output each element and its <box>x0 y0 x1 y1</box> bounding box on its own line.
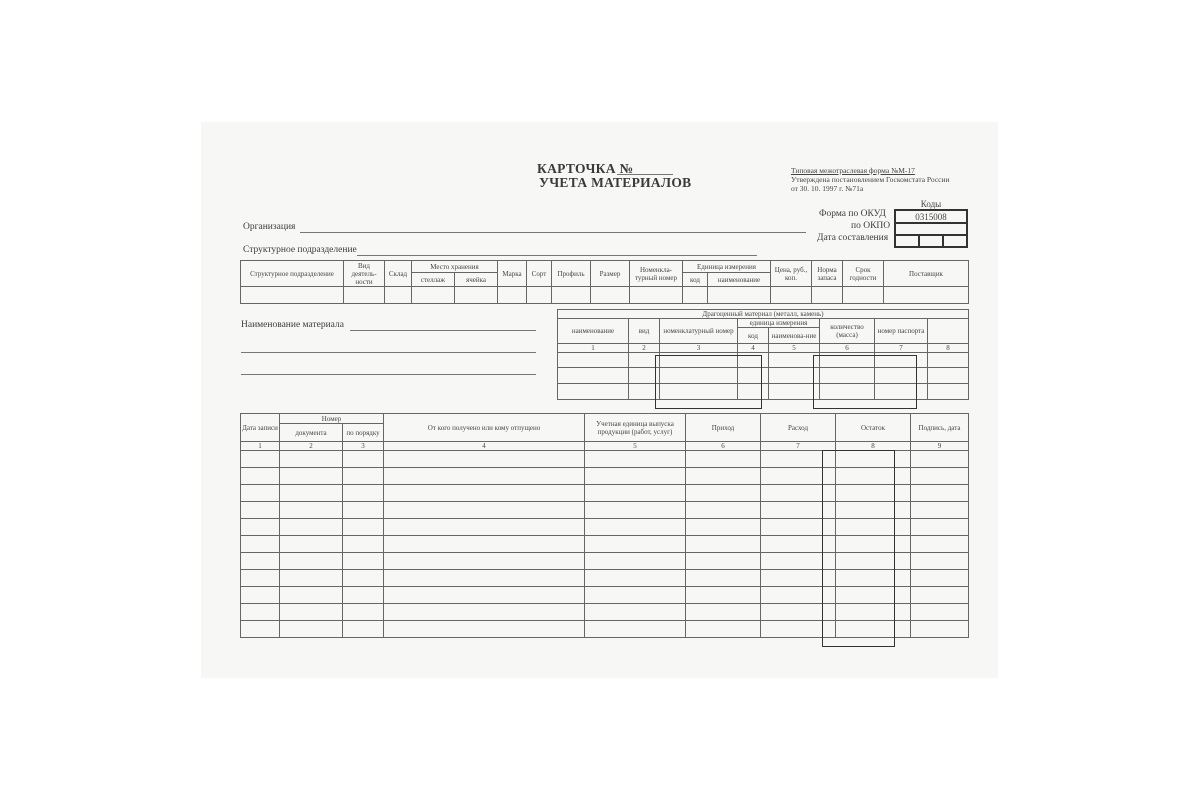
t3-num: 6 <box>686 442 761 451</box>
table-cell[interactable] <box>585 519 686 536</box>
table-cell[interactable] <box>343 468 384 485</box>
table-cell[interactable] <box>558 368 629 384</box>
table-cell[interactable] <box>585 570 686 587</box>
table-cell[interactable] <box>686 519 761 536</box>
t3-uchetnaya: Учетная единица выпуска продукции (работ, услуг) <box>585 414 686 442</box>
table-cell[interactable] <box>585 485 686 502</box>
material-name-line-3[interactable] <box>241 374 536 375</box>
table-cell[interactable] <box>585 468 686 485</box>
table-cell[interactable] <box>820 368 875 384</box>
table-cell[interactable] <box>384 621 585 638</box>
table-cell[interactable] <box>630 287 683 304</box>
table-cell[interactable] <box>412 287 455 304</box>
table-cell[interactable] <box>660 353 738 368</box>
table-cell[interactable] <box>384 468 585 485</box>
table-cell[interactable] <box>591 287 630 304</box>
t2-pasport: номер паспорта <box>875 319 928 344</box>
table-cell[interactable] <box>836 502 911 519</box>
organization-line[interactable] <box>300 232 806 233</box>
table-cell[interactable] <box>738 384 769 400</box>
table-cell[interactable] <box>686 621 761 638</box>
t2-num: 5 <box>769 344 820 353</box>
t1-norma: Норма запаса <box>812 261 843 287</box>
table-row <box>241 621 969 638</box>
table-cell[interactable] <box>761 502 836 519</box>
table-cell[interactable] <box>498 287 527 304</box>
t1-sort: Сорт <box>527 261 552 287</box>
table-cell[interactable] <box>660 384 738 400</box>
table-cell[interactable] <box>552 287 591 304</box>
table-cell[interactable] <box>761 553 836 570</box>
card-subtitle: УЧЕТА МАТЕРИАЛОВ <box>539 175 692 190</box>
table-cell[interactable] <box>280 451 343 468</box>
table-cell[interactable] <box>771 287 812 304</box>
t3-ostatok: Остаток <box>836 414 911 442</box>
table-cell[interactable] <box>769 353 820 368</box>
table-cell[interactable] <box>280 502 343 519</box>
t1-vid: Вид деятель-ности <box>344 261 385 287</box>
table-row <box>241 553 969 570</box>
table-cell[interactable] <box>343 451 384 468</box>
table-row <box>241 502 969 519</box>
table-cell[interactable] <box>836 553 911 570</box>
table-cell[interactable] <box>836 519 911 536</box>
table-cell[interactable] <box>928 368 969 384</box>
t2-num: 1 <box>558 344 629 353</box>
table-cell[interactable] <box>686 451 761 468</box>
table-cell[interactable] <box>708 287 771 304</box>
t3-num: 1 <box>241 442 280 451</box>
table-row <box>558 384 969 400</box>
okud-value: 0315008 <box>895 210 967 223</box>
table-cell[interactable] <box>241 485 280 502</box>
t3-data: Дата записи <box>241 414 280 442</box>
table-cell[interactable] <box>384 553 585 570</box>
date-cell-2 <box>919 235 943 247</box>
table-cell[interactable] <box>385 287 412 304</box>
t3-rashod: Расход <box>761 414 836 442</box>
table-cell[interactable] <box>384 519 585 536</box>
table-cell[interactable] <box>241 519 280 536</box>
table-cell[interactable] <box>761 621 836 638</box>
table-cell[interactable] <box>683 287 708 304</box>
table-cell[interactable] <box>761 468 836 485</box>
table-cell[interactable] <box>911 502 969 519</box>
table-cell[interactable] <box>761 485 836 502</box>
table-cell[interactable] <box>344 287 385 304</box>
table-row <box>241 468 969 485</box>
table-row <box>241 536 969 553</box>
table-cell[interactable] <box>875 353 928 368</box>
table-cell[interactable] <box>911 468 969 485</box>
table-cell[interactable] <box>241 621 280 638</box>
t1-profil: Профиль <box>552 261 591 287</box>
t2-vid: вид <box>629 319 660 344</box>
okud-label: Форма по ОКУД <box>819 209 886 219</box>
table-cell[interactable] <box>738 368 769 384</box>
codes-table <box>894 199 968 248</box>
table-cell[interactable] <box>820 353 875 368</box>
table-cell[interactable] <box>884 287 969 304</box>
table-cell[interactable] <box>343 570 384 587</box>
table-cell[interactable] <box>241 587 280 604</box>
form-info-line1: Типовая межотраслевая форма №М-17 <box>791 166 915 175</box>
table-cell[interactable] <box>343 502 384 519</box>
t1-sklad: Склад <box>385 261 412 287</box>
table-cell[interactable] <box>585 604 686 621</box>
table-row <box>241 519 969 536</box>
table-cell[interactable] <box>343 553 384 570</box>
t2-kolichestvo: количество (масса) <box>820 319 875 344</box>
table-cell[interactable] <box>686 570 761 587</box>
table-cell[interactable] <box>686 587 761 604</box>
table-cell[interactable] <box>384 451 585 468</box>
t3-num: 8 <box>836 442 911 451</box>
material-name-line-2[interactable] <box>241 352 536 353</box>
table-cell[interactable] <box>836 485 911 502</box>
t3-num: 9 <box>911 442 969 451</box>
table-cell[interactable] <box>343 519 384 536</box>
table-cell[interactable] <box>241 451 280 468</box>
table-cell[interactable] <box>384 536 585 553</box>
table-cell[interactable] <box>928 384 969 400</box>
t3-num: 5 <box>585 442 686 451</box>
table-cell[interactable] <box>585 587 686 604</box>
table-cell[interactable] <box>686 553 761 570</box>
table-cell[interactable] <box>686 485 761 502</box>
form-info-line3: от 30. 10. 1997 г. №71а <box>791 184 864 193</box>
table-cell[interactable] <box>820 384 875 400</box>
table-cell[interactable] <box>280 553 343 570</box>
t2-kod: код <box>738 328 769 344</box>
table-cell[interactable] <box>738 353 769 368</box>
t3-podpis: Подпись, дата <box>911 414 969 442</box>
table-cell[interactable] <box>686 502 761 519</box>
t3-nums-row <box>241 442 969 451</box>
table-cell[interactable] <box>280 536 343 553</box>
table-cell[interactable] <box>280 621 343 638</box>
table-cell[interactable] <box>241 536 280 553</box>
table-cell[interactable] <box>836 604 911 621</box>
t1-nomenkl: Номенкла-турный номер <box>630 261 683 287</box>
table-cell[interactable] <box>761 570 836 587</box>
t1-srok: Срок годности <box>843 261 884 287</box>
table-cell[interactable] <box>585 621 686 638</box>
table-cell[interactable] <box>836 536 911 553</box>
table-cell[interactable] <box>585 553 686 570</box>
t1-struct: Структурное подразделение <box>241 261 344 287</box>
t1-stellazh: стеллаж <box>412 273 455 287</box>
table-cell[interactable] <box>558 353 629 368</box>
table-cell[interactable] <box>629 384 660 400</box>
table-cell[interactable] <box>585 451 686 468</box>
t1-yacheika: ячейка <box>455 273 498 287</box>
material-info-table <box>240 260 969 304</box>
table-cell[interactable] <box>769 368 820 384</box>
t1-kod: код <box>683 273 708 287</box>
table-cell[interactable] <box>280 587 343 604</box>
table-cell[interactable] <box>280 519 343 536</box>
table-cell[interactable] <box>343 587 384 604</box>
t3-poryadku: по порядку <box>343 424 384 442</box>
table-cell[interactable] <box>836 587 911 604</box>
table-cell[interactable] <box>812 287 843 304</box>
table-cell[interactable] <box>836 570 911 587</box>
table-cell[interactable] <box>761 604 836 621</box>
material-name-label: Наименование материала <box>241 320 344 330</box>
t2-naim: наименование <box>558 319 629 344</box>
table-cell[interactable] <box>836 451 911 468</box>
t2-num: 8 <box>928 344 969 353</box>
t2-num: 7 <box>875 344 928 353</box>
table-cell[interactable] <box>343 536 384 553</box>
table-cell[interactable] <box>280 570 343 587</box>
table-cell[interactable] <box>761 587 836 604</box>
t2-header: Драгоценный материал (металл, камень) <box>558 310 969 319</box>
table-cell[interactable] <box>527 287 552 304</box>
table-cell[interactable] <box>843 287 884 304</box>
t1-data-row <box>241 287 969 304</box>
t1-postavshik: Поставщик <box>884 261 969 287</box>
table-cell[interactable] <box>911 570 969 587</box>
organization-label: Организация <box>243 222 296 232</box>
table-row <box>241 451 969 468</box>
t3-nomer: Номер <box>280 414 384 424</box>
table-row <box>241 485 969 502</box>
table-cell[interactable] <box>241 604 280 621</box>
okpo-label: по ОКПО <box>851 221 891 231</box>
table-cell[interactable] <box>911 587 969 604</box>
t3-prihod: Приход <box>686 414 761 442</box>
codes-header: Коды <box>895 199 967 210</box>
table-cell[interactable] <box>911 485 969 502</box>
table-cell[interactable] <box>585 502 686 519</box>
t1-naim: наименование <box>708 273 771 287</box>
table-cell[interactable] <box>629 353 660 368</box>
table-cell[interactable] <box>911 604 969 621</box>
table-cell[interactable] <box>241 570 280 587</box>
t2-num: 3 <box>660 344 738 353</box>
t3-num: 7 <box>761 442 836 451</box>
table-cell[interactable] <box>280 468 343 485</box>
t3-num: 4 <box>384 442 585 451</box>
table-cell[interactable] <box>836 621 911 638</box>
t3-dokumenta: документа <box>280 424 343 442</box>
table-cell[interactable] <box>911 519 969 536</box>
table-cell[interactable] <box>686 536 761 553</box>
t3-ot-kogo: От кого получено или кому отпущено <box>384 414 585 442</box>
table-cell[interactable] <box>280 485 343 502</box>
t2-num: 6 <box>820 344 875 353</box>
table-cell[interactable] <box>241 287 344 304</box>
okpo-value <box>895 223 967 235</box>
t2-empty <box>928 319 969 344</box>
precious-material-table <box>557 309 969 400</box>
t1-mesto: Место хранения <box>412 261 498 273</box>
table-cell[interactable] <box>761 451 836 468</box>
table-cell[interactable] <box>280 604 343 621</box>
t3-num: 3 <box>343 442 384 451</box>
table-cell[interactable] <box>384 604 585 621</box>
table-row <box>558 353 969 368</box>
table-cell[interactable] <box>911 451 969 468</box>
department-label: Структурное подразделение <box>243 245 357 255</box>
table-cell[interactable] <box>761 536 836 553</box>
table-cell[interactable] <box>911 536 969 553</box>
date-label: Дата составления <box>817 233 889 243</box>
table-cell[interactable] <box>455 287 498 304</box>
table-cell[interactable] <box>585 536 686 553</box>
table-cell[interactable] <box>911 621 969 638</box>
table-cell[interactable] <box>241 553 280 570</box>
table-cell[interactable] <box>629 368 660 384</box>
table-cell[interactable] <box>875 368 928 384</box>
card-title-text: КАРТОЧКА № <box>537 161 634 176</box>
t2-num: 2 <box>629 344 660 353</box>
table-cell[interactable] <box>384 502 585 519</box>
table-cell[interactable] <box>911 553 969 570</box>
table-cell[interactable] <box>241 468 280 485</box>
table-cell[interactable] <box>686 604 761 621</box>
date-cell-3 <box>943 235 967 247</box>
t1-razmer: Размер <box>591 261 630 287</box>
table-cell[interactable] <box>343 485 384 502</box>
t1-cena: Цена, руб., коп. <box>771 261 812 287</box>
t2-naim2: наименова-ние <box>769 328 820 344</box>
table-cell[interactable] <box>384 587 585 604</box>
t1-marka: Марка <box>498 261 527 287</box>
material-name-line[interactable] <box>350 330 536 331</box>
table-cell[interactable] <box>928 353 969 368</box>
table-row <box>241 587 969 604</box>
form-info-line2: Утверждена постановлением Госкомстата России <box>791 175 950 184</box>
t2-num: 4 <box>738 344 769 353</box>
t2-nums-row <box>558 344 969 353</box>
table-cell[interactable] <box>241 502 280 519</box>
table-row <box>241 570 969 587</box>
table-cell[interactable] <box>343 604 384 621</box>
t1-edinica: Единица измерения <box>683 261 771 273</box>
date-cell-1 <box>895 235 919 247</box>
table-cell[interactable] <box>836 468 911 485</box>
table-cell[interactable] <box>660 368 738 384</box>
t3-body <box>241 451 969 638</box>
table-cell[interactable] <box>558 384 629 400</box>
table-cell[interactable] <box>769 384 820 400</box>
table-cell[interactable] <box>384 485 585 502</box>
department-line[interactable] <box>357 255 757 256</box>
movement-table <box>240 413 969 638</box>
table-cell[interactable] <box>875 384 928 400</box>
table-row <box>558 368 969 384</box>
t2-nomenkl: номенклатурный номер <box>660 319 738 344</box>
table-row <box>241 604 969 621</box>
t2-edinica: единица измерения <box>738 319 820 328</box>
table-cell[interactable] <box>384 570 585 587</box>
table-cell[interactable] <box>343 621 384 638</box>
t3-num: 2 <box>280 442 343 451</box>
table-cell[interactable] <box>686 468 761 485</box>
table-cell[interactable] <box>761 519 836 536</box>
